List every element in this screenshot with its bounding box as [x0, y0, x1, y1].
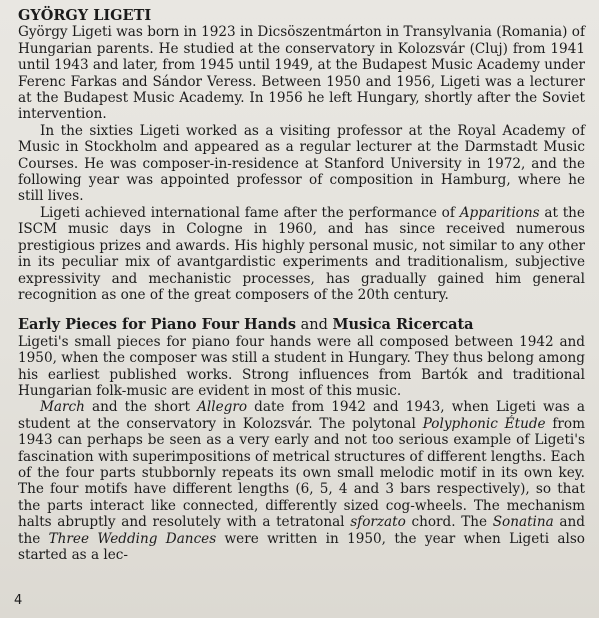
work-title-march: March	[40, 399, 85, 416]
text-span: were written in 1950, the year when Ligeti also started as a lec-	[18, 530, 585, 563]
work-title-sonatina: Sonatina	[492, 514, 554, 531]
heading-part-1: Early Pieces for Piano Four Hands	[18, 316, 296, 334]
text-span: date from 1942 and 1943, when Ligeti was a student at the conservatory in Kolozsvár. The polytonal	[18, 399, 585, 432]
booklet-text	[18, 8, 585, 563]
text-span: and the short	[84, 399, 198, 416]
heading-part-2: Musica Ricercata	[332, 316, 474, 334]
page-number: 4	[14, 593, 23, 608]
text-span: from 1943 can perhaps be seen as a very early and not too serious example of Ligeti's fascination with superimpositions of metrical structures of different lengths. Each of the four parts stubbornly repeats its own small melodic motif in its own key. The four motifs have different lengths (6, 5, 4 and 3 bars respectively), so that the parts interact like connected, differently sized cog-wheels. The mechanism halts abruptly and resolutely with a tetratonal	[18, 415, 585, 531]
work-title-apparitions: Apparitions	[459, 204, 540, 221]
heading-and: and	[295, 317, 333, 334]
works-section	[18, 317, 585, 563]
text-span: at the ISCM music days in Cologne in 1960, and has since received numerous prestigious prizes and awards. His highly personal music, not similar to any other in its peculiar mix of avantgardistic experiments and traditionalism, subjective expressivity and mechanistic processes, has gradually gained him general recognition as one of the great composers of the 20th century.	[18, 204, 585, 303]
text-span: and the	[18, 514, 585, 547]
biography-paragraph-1: György Ligeti was born in 1923 in Dicsöszentmárton in Transylvania (Romania) of Hungarian parents. He studied at the conservatory in Kolozsvár (Cluj) from 1941 until 1943 and later, from 1945 until 1949, at the Budapest Music Academy under Ferenc Farkas and Sándor Veress. Between 1950 and 1956, Ligeti was a lecturer at the Budapest Music Academy. In 1956 he left Hungary, shortly after the Soviet intervention.	[18, 24, 586, 123]
term-sforzato: sforzato	[350, 514, 406, 531]
works-heading	[18, 317, 585, 333]
work-title-wedding-dances: Three Wedding Dances	[48, 530, 217, 547]
works-paragraph-1: Ligeti's small pieces for piano four hands were all composed between 1942 and 1950, when the composer was still a student in Hungary. They thus belong among his earliest published works. Strong influences from Bartók and traditional Hungarian folk-music are evident in most of this music.	[18, 333, 585, 399]
work-title-polyphonic-etude: Polyphonic Étude	[422, 415, 546, 432]
text-span: Ligeti achieved international fame after the performance of	[40, 204, 460, 221]
biography-heading: GYÖRGY LIGETI	[18, 7, 152, 24]
work-title-allegro: Allegro	[197, 399, 248, 416]
biography-paragraph-3	[18, 205, 585, 303]
biography-paragraph-2: In the sixties Ligeti worked as a visiting professor at the Royal Academy of Music in Stockholm and appeared as a regular lecturer at the Darmstadt Music Courses. He was composer-in-residence at Stanford University in 1972, and the following year was appointed professor of composition in Hamburg, where he still lives.	[18, 122, 585, 205]
works-paragraph-2	[18, 399, 585, 563]
text-span: chord. The	[405, 514, 493, 531]
biography-section	[18, 8, 585, 303]
